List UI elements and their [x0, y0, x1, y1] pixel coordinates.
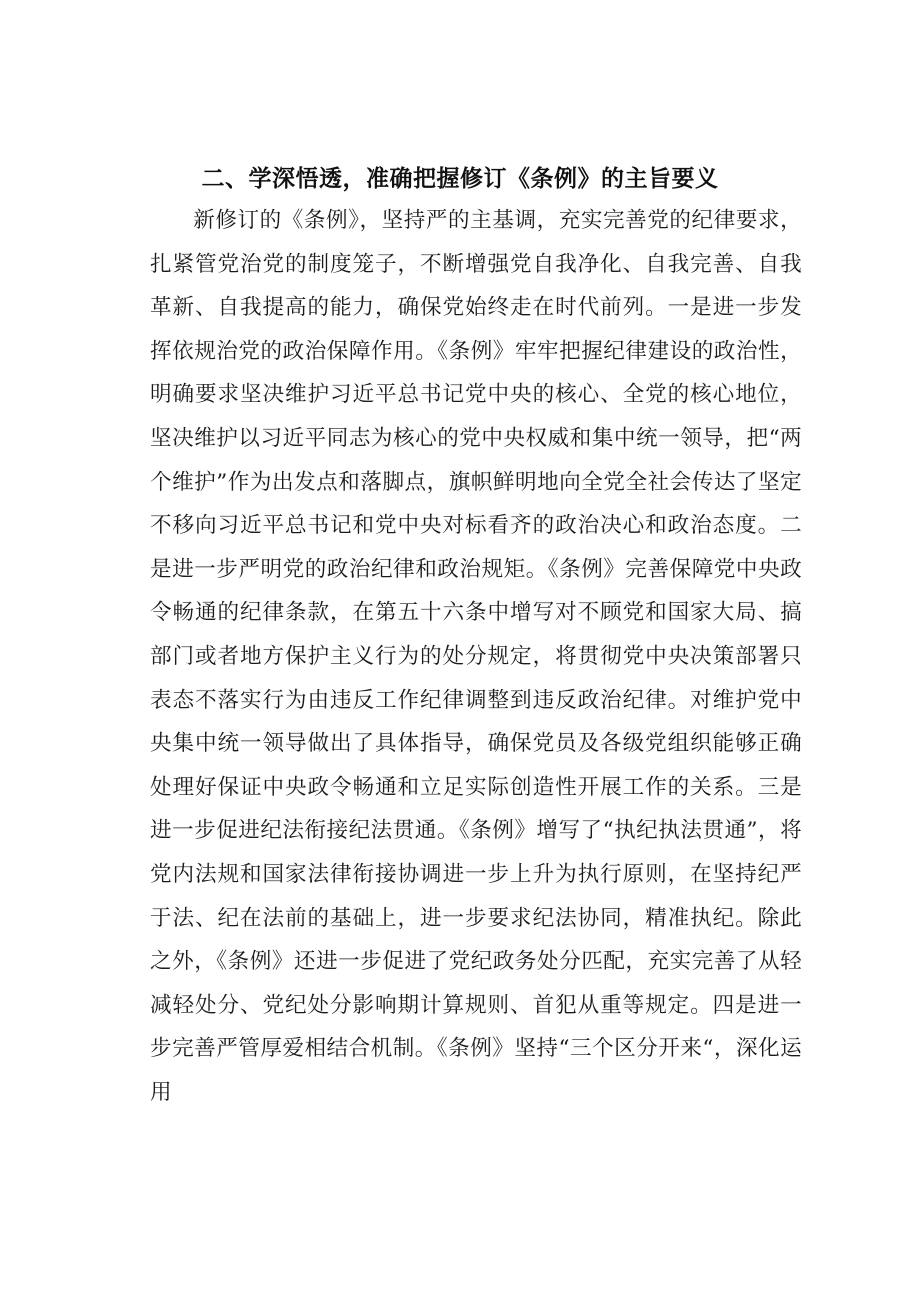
section-heading: 二、学深悟透，准确把握修订《条例》的主旨要义	[201, 166, 719, 192]
body-paragraph: 新修订的《条例》，坚持严的主基调，充实完善党的纪律要求，扎紧管党治党的制度笼子，不断增强党自我净化、自我完善、自我革新、自我提高的能力，确保党始终走在时代前列。一是进一步发挥依规治党的政治保障作用。《条例》牢牢把握纪律建设的政治性，明确要求坚决维护习近平总书记党中央的核心、全党的核心地位，坚决维护以习近平同志为核心的党中央权威和集中统一领导，把“两个维护”作为出发点和落脚点，旗帜鲜明地向全党全社会传达了坚定不移向习近平总书记和党中央对标看齐的政治决心和政治态度。二是进一步严明党的政治纪律和政治规矩。《条例》完善保障党中央政令畅通的纪律条款，在第五十六条中增写对不顾党和国家大局、搞部门或者地方保护主义行为的处分规定，将贯彻党中央决策部署只表态不落实行为由违反工作纪律调整到违反政治纪律。对维护党中央集中统一领导做出了具体指导，确保党员及各级党组织能够正确处理好保证中央政令畅通和立足实际创造性开展工作的关系。三是进一步促进纪法衔接纪法贯通。《条例》增写了“执纪执法贯通”，将党内法规和国家法律衔接协调进一步上升为执行原则，在坚持纪严于法、纪在法前的基础上，进一步要求纪法协同，精准执纪。除此之外，《条例》还进一步促进了党纪政务处分匹配，充实完善了从轻减轻处分、党纪处分影响期计算规则、首犯从重等规定。四是进一步完善严管厚爱相结合机制。《条例》坚持“三个区分开来“，深化运用	[150, 208, 802, 1105]
